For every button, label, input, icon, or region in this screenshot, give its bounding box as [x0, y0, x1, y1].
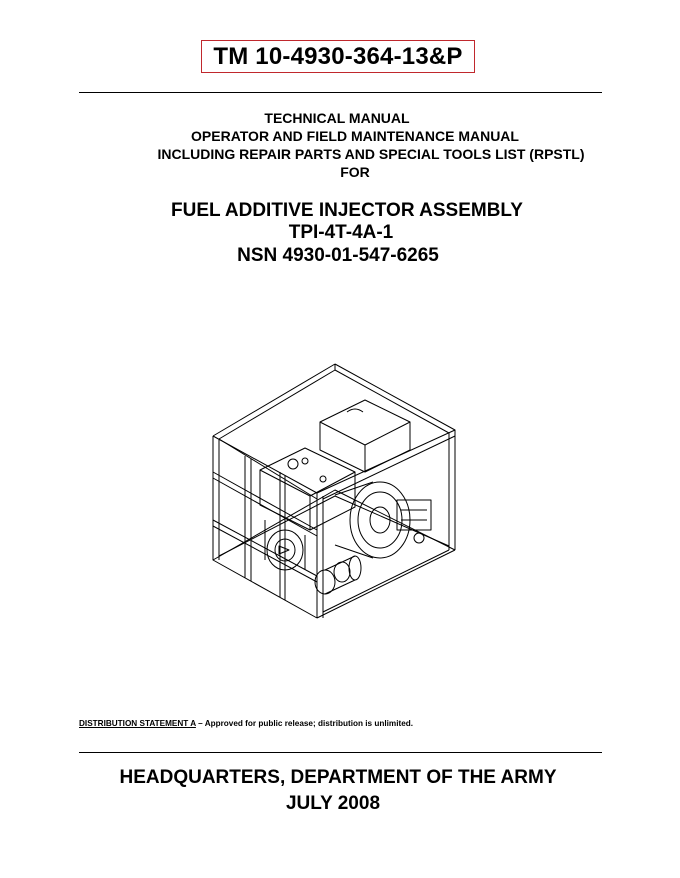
doc-number-box: [201, 40, 475, 73]
injector-assembly-illustration: [205, 360, 460, 620]
title-line-2: TPI-4T-4A-1: [288, 222, 394, 243]
distribution-label: DISTRIBUTION STATEMENT A: [79, 719, 196, 728]
top-rule: [79, 92, 602, 93]
footer-line-1: HEADQUARTERS, DEPARTMENT OF THE ARMY: [119, 767, 557, 788]
doc-number: TM 10-4930-364-13&P: [213, 42, 463, 70]
component-box: [320, 400, 410, 445]
header-line-2: OPERATOR AND FIELD MAINTENANCE MANUAL: [191, 128, 519, 144]
title-line-1: FUEL ADDITIVE INJECTOR ASSEMBLY: [171, 200, 523, 221]
bottom-rule: [79, 752, 602, 753]
distribution-statement: [79, 719, 413, 728]
header-line-4: FOR: [340, 164, 370, 180]
distribution-text: – Approved for public release; distribution is unlimited.: [195, 719, 414, 728]
header-line-1: TECHNICAL MANUAL: [264, 110, 410, 126]
pump-housing-top: [260, 448, 355, 496]
frame-rear-left: [213, 364, 335, 436]
header-line-3: INCLUDING REPAIR PARTS AND SPECIAL TOOLS LIST (RPSTL): [157, 146, 585, 162]
title-line-3: NSN 4930-01-547-6265: [237, 245, 439, 266]
footer-line-2: JULY 2008: [285, 793, 381, 814]
